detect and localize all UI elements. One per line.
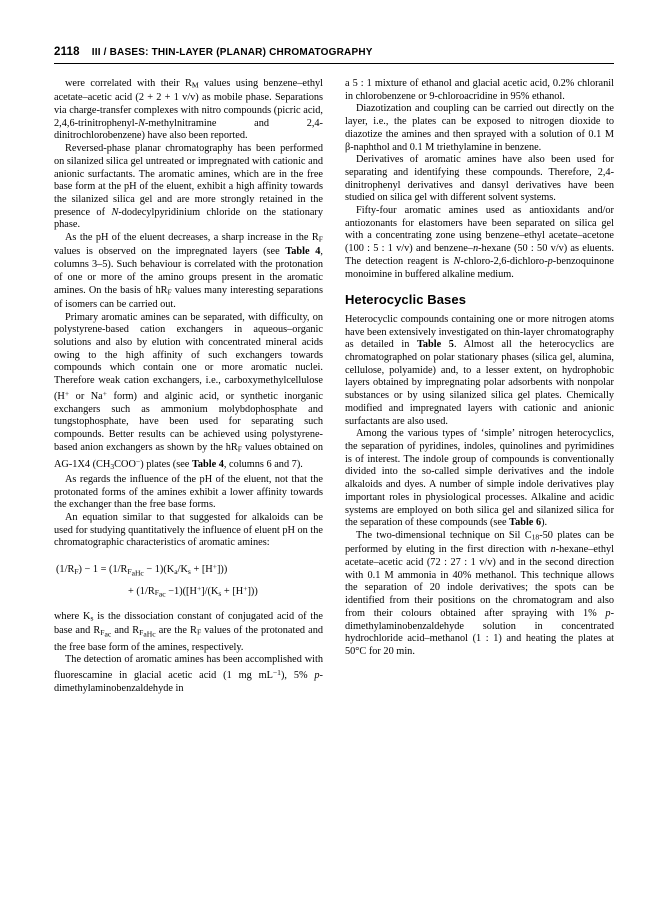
paragraph: As regards the influence of the pH of the eluent, not that the protonated forms of the amines exhibit a lower affinity towards the exchanger than the free base forms. (54, 473, 323, 511)
paragraph: Primary aromatic amines can be separated, with difficulty, on polystyrene-based cation exchangers in aqueous–organic solutions and also by elution with concentrated mineral acids owing to the high affinity of such exchangers towards compounds which contain one or more aromatic nuclei. Therefore weak cation exchangers, i.e., carboxymethylcellulose (H+ or Na+ form) and alginic acid, or synthetic inorganic exchangers such as ammonium molybdophosphate and tungstophosphate, have been used for separating such compounds. Better results can be achieved using polystyrene-based anion exchangers as shown by the $hR_F$ values obtained on AG-1X4 $(CH_3COO^-)$ plates (see Table 4, columns 6 and 7). (54, 311, 324, 472)
header-divider (54, 63, 614, 64)
equation-line-2: + $(1/R_{F_{ac}} -1)([H^+]/(K_s + [H^+]))$ (128, 583, 258, 600)
paragraph: Diazotization and coupling can be carried out directly on the layer, i.e., the plates can be exposed to nitrogen dioxide to diazotize the amines and then sprayed with a solution of 0.1 M β-naphthol and 0.1 M triethylamine in benzene. (345, 103, 614, 153)
paragraph: Reversed-phase planar chromatography has been performed on silanized silica gel untreated or impregnated with cationic and anionic surfactants. The aromatic amines, which are in the free base form at the pH of the eluent, exhibit a high affinity towards the silanized silica gel and are more strongly retained in the presence of N-dodecylpyridinium chloride on the stationary phase. (54, 143, 323, 231)
paragraph: An equation similar to that suggested for alkaloids can be used for studying quantitatively the influence of eluent pH on the chromatographic characteristics of aromatic amines: (54, 511, 323, 549)
paragraph: were correlated with their $R_M$ values using benzene–ethyl acetate–acetic acid (2 + 2 + 1 v/v) as mobile phase. Separations via charge-transfer complexes with nitro compounds (picric acid, 2,4,6-trinitrophenyl-N-methylnitramine and 2,4-dinitrochlorobenzene) have also been reported. (54, 78, 323, 142)
running-head-title: III / BASES: THIN-LAYER (PLANAR) CHROMATOGRAPHY (91, 47, 373, 58)
page-number: 2118 (54, 46, 80, 58)
left-column (54, 78, 323, 696)
paragraph: The two-dimensional technique on Sil $C_{18}-50$ plates can be performed by eluting in the first direction with n-hexane–ethyl acetate–acetic acid (72 : 27 : 1 v/v) and in the second direction with 0.1 M ammonia in 40% methanol. This technique allows the separation of 20 indole derivatives; the spots can be identified from their positions on the chromatogram and also from their colours obtained after spraying with 1% p-dimethylaminobenzaldehyde solution in concentrated hydrochloride acid–methanol (1 : 1) and heating the plates at 50°C for 20 min. (345, 529, 614, 657)
paragraph: As the pH of the eluent decreases, a sharp increase in the $R_F$ values is observed on the impregnated layers (see Table 4, columns 3–5). Such behaviour is correlated with the protonation of one or more of the amino groups present in the aromatic amines. On the basis of $hR_F$ values many interesting separations of isomers can be carried out. (54, 232, 323, 310)
paragraph: Fifty-four aromatic amines used as antioxidants and/or antiozonants for elastomers have been separated on silica gel with a concentrating zone using benzene–ethyl acetate–acetone (100 : 5 : 1 v/v) and benzene–n-hexane (50 : 50 v/v) as eluents. The detection reagent is N-chloro-2,6-dichloro-p-benzoquinone monoimine in buffered alkaline medium. (345, 205, 614, 280)
equation-line-1: $(1/R_F) - 1 = (1/R_{F_{aHc}} - 1)(K_a/K_s + [H^+])$) (56, 562, 228, 578)
paragraph: a 5 : 1 mixture of ethanol and glacial acetic acid, 0.2% chloranil in chlorobenzene or 9-chloroacridine in 95% ethanol. (345, 78, 614, 102)
section-heading: Heterocyclic Bases (345, 292, 467, 308)
paragraph: where $K_s$ is the dissociation constant of conjugated acid of the base and $R_{F_{ac}}$ and $R_{F_{aHc}}$ are the $R_F$ values of the protonated and the free base form of the amines, respectively. (54, 611, 324, 653)
paragraph: Among the various types of ‘simple’ nitrogen heterocyclics, the separation of pyridines, indoles, quinolines and pyrimidines is of interest. The indole group of compounds is conventionally divided into the so-called simple derivatives and the indole alkaloids and dyes. A number of simple indole derivatives play important roles in physiological processes. Alkaline and acidic systems are employed on both silica gel and silanized silica for the separation of these compounds (see Table 6). (345, 428, 614, 529)
right-column (345, 78, 614, 659)
paragraph: The detection of aromatic amines has been accomplished with fluorescamine in glacial acetic acid (1 mg $mL^{-1}$), 5% p-dimethylaminobenzaldehyde in (54, 654, 323, 694)
paragraph: Derivatives of aromatic amines have also been used for separating and identifying these compounds. Therefore, 2,4-dinitrophenyl derivatives and dansyl derivatives have been studied on silica gel with different solvent systems. (345, 154, 614, 204)
paragraph: Heterocyclic compounds containing one or more nitrogen atoms have been extensively investigated on thin-layer chromatography as detailed in Table 5. Almost all the heterocyclics are chromatographed on polar stationary phases (silica gel, alumina, cellulose, polyamide) and, to a lesser extent, on hydrophobic layers obtained by impregnating polar adsorbents with nonpolar substances or by using silanized silica gel plates. Chemically modified and impregnated layers with cationic and anionic surfactants are also used. (345, 313, 615, 427)
two-column-body (54, 78, 614, 696)
equation-block (54, 559, 323, 602)
page-header (54, 46, 614, 63)
